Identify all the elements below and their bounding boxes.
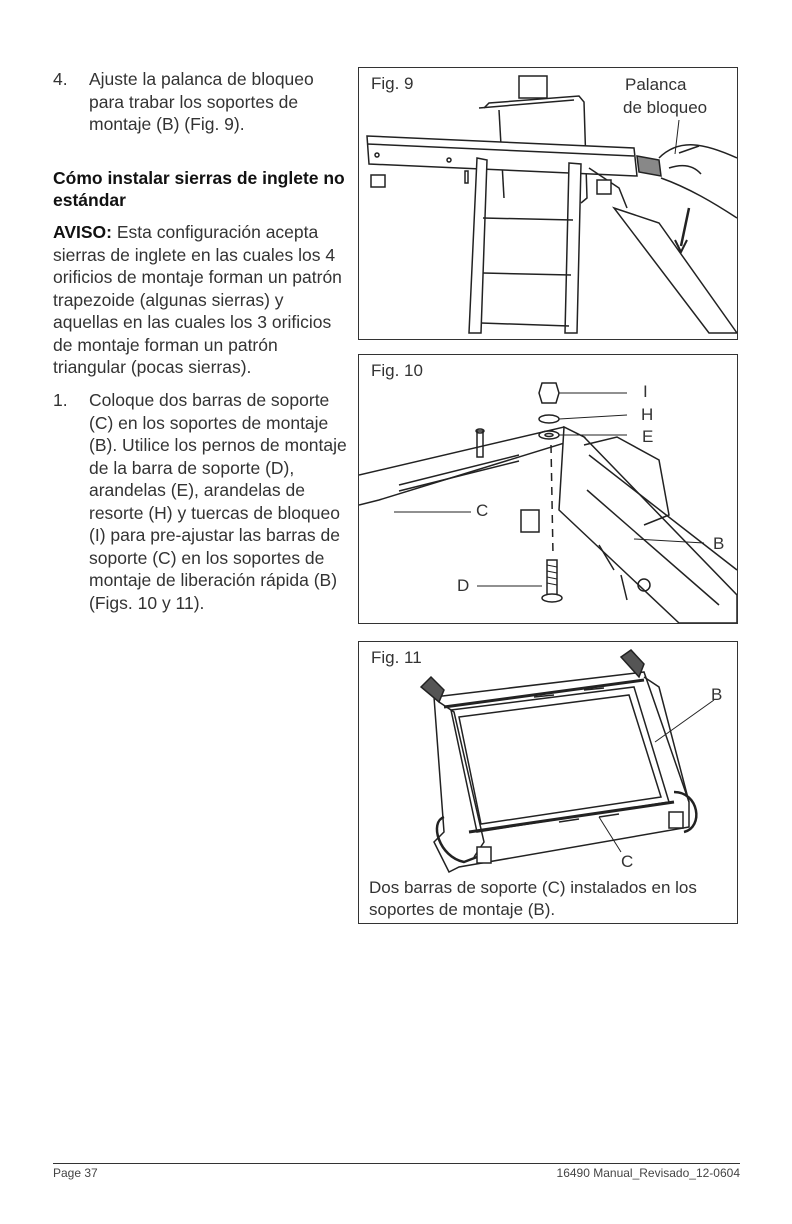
figure-11 bbox=[358, 641, 738, 924]
fig10-callout-e: E bbox=[642, 427, 654, 446]
step-4 bbox=[53, 68, 353, 136]
footer-document-id: 16490 Manual_Revisado_12-0604 bbox=[556, 1166, 740, 1180]
fig10-callout-h: H bbox=[641, 405, 654, 424]
step-4-number: 4. bbox=[53, 69, 68, 89]
fig9-callout-line1: Palanca bbox=[625, 75, 687, 94]
fig10-callout-c: C bbox=[476, 501, 489, 520]
fig10-callout-d: D bbox=[457, 576, 470, 595]
step-1 bbox=[53, 389, 353, 614]
footer-page-number: Page 37 bbox=[53, 1166, 98, 1180]
step-1-text: Coloque dos barras de soporte (C) en los soportes de montaje (B). Utilice los pernos de montaje de la barra de soporte (D), arandelas (E), arandelas de resorte (H) y tuercas de bloqueo (I) para pre-ajustar las barras de soporte (C) en los soportes de montaje de liberación rápida (B) (Figs. 10 y 11). bbox=[89, 390, 347, 613]
step-1-number: 1. bbox=[53, 390, 68, 410]
figure-10-label: Fig. 10 bbox=[371, 361, 423, 380]
figure-9-label: Fig. 9 bbox=[371, 74, 414, 93]
section-heading: Cómo instalar sierras de inglete no estándar bbox=[53, 168, 345, 210]
fig11-callout-b: B bbox=[711, 685, 723, 704]
fig10-callout-i: I bbox=[643, 382, 648, 401]
figure-10 bbox=[358, 354, 738, 624]
step-4-text: Ajuste la palanca de bloqueo para trabar los soportes de montaje (B) (Fig. 9). bbox=[89, 69, 314, 134]
figure-11-label: Fig. 11 bbox=[371, 648, 422, 667]
figure-10-drawing bbox=[359, 355, 738, 624]
fig11-caption-line2: soportes de montaje (B). bbox=[369, 900, 556, 919]
fig9-callout-line2: de bloqueo bbox=[623, 98, 708, 117]
figure-9 bbox=[358, 67, 738, 340]
fig11-callout-c: C bbox=[621, 852, 634, 871]
fig11-caption-line1: Dos barras de soporte (C) instalados en los bbox=[369, 878, 697, 897]
notice-paragraph bbox=[53, 221, 353, 379]
fig10-callout-b: B bbox=[713, 534, 725, 553]
footer-rule bbox=[53, 1163, 740, 1164]
notice-text: Esta configuración acepta sierras de inglete en las cuales los 4 orificios de montaje forman un patrón trapezoide (algunas sierras) y aquellas en las cuales los 3 orificios de montaje forman un patrón triangular (pocas sierras). bbox=[53, 222, 342, 377]
notice-label: AVISO: bbox=[53, 222, 112, 242]
